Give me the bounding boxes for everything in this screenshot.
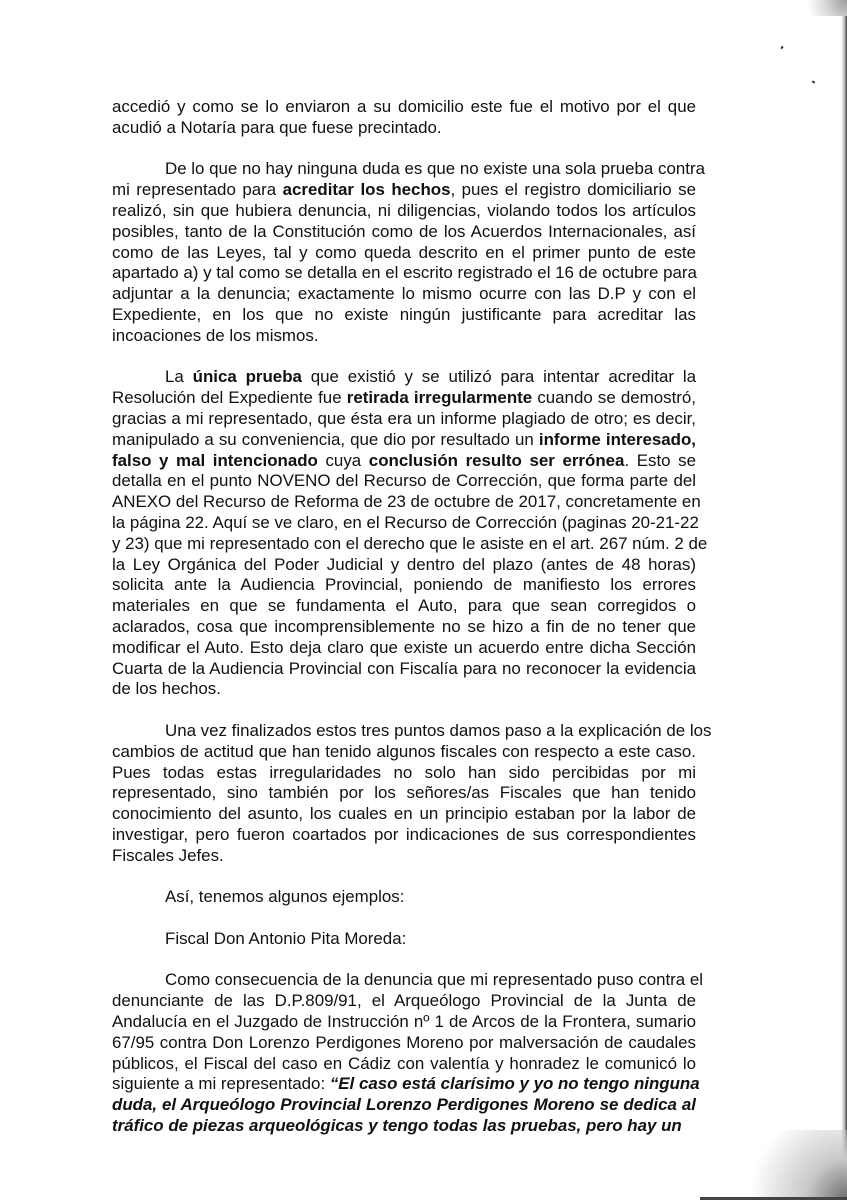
text-run: ANEXO del Recurso de Reforma de 23 de octubre de 2017, concretamente en: [112, 492, 701, 512]
paragraph-gap: [112, 700, 696, 721]
text-run: apartado a) y tal como se detalla en el escrito registrado el 16 de octubre para: [112, 263, 697, 283]
emphasized-text: acreditar los hechos: [282, 180, 451, 200]
scan-corner-shadow-top: [797, 0, 847, 16]
text-line: [112, 638, 696, 659]
text-run: mi representado para: [112, 180, 283, 200]
text-line: [112, 679, 696, 700]
text-line: [112, 533, 708, 555]
text-line: [112, 471, 696, 492]
text-run: Fiscal Don Antonio Pita Moreda:: [165, 928, 407, 948]
text-line: [112, 596, 696, 617]
text-line: [112, 617, 696, 638]
text-run: modificar el Auto. Esto deja claro que existe un acuerdo entre dicha Sección: [112, 637, 696, 657]
text-run: Resolución del Expediente fue: [112, 388, 347, 408]
text-line: [112, 659, 696, 680]
text-line: [112, 1116, 696, 1137]
text-line: [112, 555, 696, 576]
paragraph-attitude-changes: [112, 720, 712, 867]
text-line: [112, 783, 696, 804]
emphasized-text: conclusión resulto ser errónea: [368, 450, 625, 470]
paragraph-gap: [112, 908, 696, 929]
paragraph-examples-intro: [112, 887, 696, 908]
text-run: adjuntar a la denuncia; exactamente lo mismo ocurre con las D.P y con el: [112, 284, 696, 304]
text-run: aclarados, cosa que incomprensiblemente no se hizo a fin de no tener que: [112, 616, 696, 636]
text-run: la página 22. Aquí se ve claro, en el Recurso de Corrección (paginas 20-21-22: [112, 512, 699, 532]
paragraph-prosecutor-heading: [112, 929, 696, 950]
text-line: [112, 263, 696, 284]
text-run: representado, sino también por los señores/as Fiscales que han tenido: [112, 783, 696, 803]
text-run: De lo que no hay ninguna duda es que no existe una sola prueba contra: [165, 159, 705, 179]
text-run: Expediente, en los que no existe ningún justificante para acreditar las: [112, 304, 696, 324]
emphasized-text: tráfico de piezas arqueológicas y tengo todas las pruebas, pero hay un: [112, 1116, 682, 1136]
text-line: [112, 284, 696, 305]
emphasized-text: duda, el Arqueólogo Provincial Lorenzo Perdigones Moreno se dedica al: [112, 1095, 696, 1115]
document-body: [112, 97, 712, 1137]
paragraph-gap: [112, 139, 696, 160]
paragraph-gap: [112, 866, 696, 887]
text-run: Como consecuencia de la denuncia que mi representado puso contra el: [165, 970, 704, 990]
text-run: de los hechos.: [112, 679, 221, 699]
emphasized-text: única prueba: [192, 367, 302, 387]
paragraph-only-evidence: [112, 367, 708, 700]
text-line: [112, 430, 696, 451]
text-run: detalla en el punto NOVENO del Recurso de Corrección, que forma parte del: [112, 471, 696, 491]
text-line: [112, 1033, 696, 1054]
text-run: solicita ante la Audiencia Provincial, poniendo de manifiesto los errores: [112, 575, 696, 595]
text-run: , pues el registro domiciliario se: [450, 180, 696, 200]
text-line: [112, 1074, 700, 1095]
text-line: [112, 201, 696, 222]
paragraph-prosecutor-account: [112, 970, 704, 1136]
text-line: [112, 180, 696, 201]
text-run: Cuarta de la Audiencia Provincial con Fiscalía para no reconocer la evidencia: [112, 658, 696, 678]
text-line: [112, 118, 696, 139]
text-run: Andalucía en el Juzgado de Instrucción nº 1 de Arcos de la Frontera, sumario: [112, 1012, 696, 1032]
text-line: [112, 388, 696, 409]
text-run: gracias a mi representado, que ésta era un informe plagiado de otro; es decir,: [112, 408, 696, 428]
text-line: [112, 575, 696, 596]
text-run: Pues todas estas irregularidades no solo han sido percibidas por mi: [112, 762, 696, 782]
text-line: [112, 159, 705, 180]
text-run: cuya: [317, 450, 369, 470]
text-line: [112, 1012, 696, 1033]
text-line: [112, 991, 696, 1012]
text-line: [112, 970, 704, 991]
text-run: . Esto se: [624, 450, 696, 470]
paragraph-gap: [112, 950, 696, 971]
emphasized-text: retirada irregularmente: [346, 388, 533, 408]
text-run: denunciante de las D.P.809/91, el Arqueólogo Provincial de la Junta de: [112, 991, 696, 1011]
text-run: investigar, pero fueron coartados por indicaciones de sus correspondientes: [112, 824, 696, 844]
text-run: Una vez finalizados estos tres puntos damos paso a la explicación de los: [165, 720, 712, 740]
text-line: [112, 305, 696, 326]
text-run: La: [165, 367, 193, 387]
paragraph-no-evidence: [112, 159, 705, 346]
scan-corner-shadow-bottom: [727, 1130, 847, 1200]
text-line: [112, 97, 696, 118]
text-line: [112, 763, 696, 784]
emphasized-text: falso y mal intencionado: [112, 450, 318, 470]
paragraph-gap: [112, 347, 696, 368]
text-line: [112, 222, 696, 243]
text-run: acudió a Notaría para que fuese precintado.: [112, 117, 442, 137]
text-line: [112, 326, 696, 347]
text-line: [112, 742, 696, 763]
text-line: [112, 846, 696, 867]
text-line: [112, 804, 696, 825]
text-line: [112, 243, 696, 264]
text-run: realizó, sin que hubiera denuncia, ni diligencias, violando todos los artículos: [112, 200, 696, 220]
text-run: la Ley Orgánica del Poder Judicial y dentro del plazo (antes de 48 horas): [112, 554, 696, 574]
text-run: Fiscales Jefes.: [112, 845, 224, 865]
paragraph-continuation: [112, 97, 696, 139]
text-line: [112, 887, 696, 908]
text-line: [112, 367, 696, 388]
text-run: y 23) que mi representado con el derecho que le asiste en el art. 267 núm. 2 de: [112, 533, 708, 553]
text-line: [112, 1054, 696, 1075]
text-run: cambios de actitud que han tenido algunos fiscales con respecto a este caso.: [112, 741, 696, 761]
text-line: [112, 409, 696, 430]
text-run: incoaciones de los mismos.: [112, 325, 319, 345]
text-line: [112, 512, 699, 534]
emphasized-text: informe interesado,: [538, 429, 696, 449]
text-run: como de las Leyes, tal y como queda descrito en el primer punto de este: [112, 242, 696, 262]
text-line: [112, 720, 712, 742]
text-line: [112, 492, 701, 513]
emphasized-text: “El caso está clarísimo y yo no tengo ninguna: [329, 1074, 700, 1094]
text-line: [112, 1095, 696, 1116]
text-run: materiales en que se fundamenta el Auto, para que sean corregidos o: [112, 596, 696, 616]
text-run: 67/95 contra Don Lorenzo Perdigones Moreno por malversación de caudales: [112, 1032, 696, 1052]
text-run: conocimiento del asunto, los cuales en un principio estaban por la labor de: [112, 804, 696, 824]
text-run: siguiente a mi representado:: [112, 1074, 330, 1094]
scan-speck: [812, 80, 816, 83]
scan-speck: [780, 46, 783, 50]
text-line: [112, 825, 696, 846]
text-run: públicos, el Fiscal del caso en Cádiz con valentía y honradez le comunicó lo: [112, 1053, 696, 1073]
text-run: Así, tenemos algunos ejemplos:: [165, 887, 405, 907]
text-run: posibles, tanto de la Constitución como de los Acuerdos Internacionales, así: [112, 221, 696, 241]
text-run: manipulado a su conveniencia, que dio por resultado un: [112, 429, 539, 449]
text-line: [112, 451, 696, 472]
text-line: [112, 929, 696, 950]
scan-edge-shadow: [841, 0, 847, 1200]
text-run: que existió y se utilizó para intentar acreditar la: [301, 367, 697, 387]
text-run: cuando se demostró,: [532, 388, 696, 408]
text-run: accedió y como se lo enviaron a su domicilio este fue el motivo por el que: [112, 97, 696, 116]
